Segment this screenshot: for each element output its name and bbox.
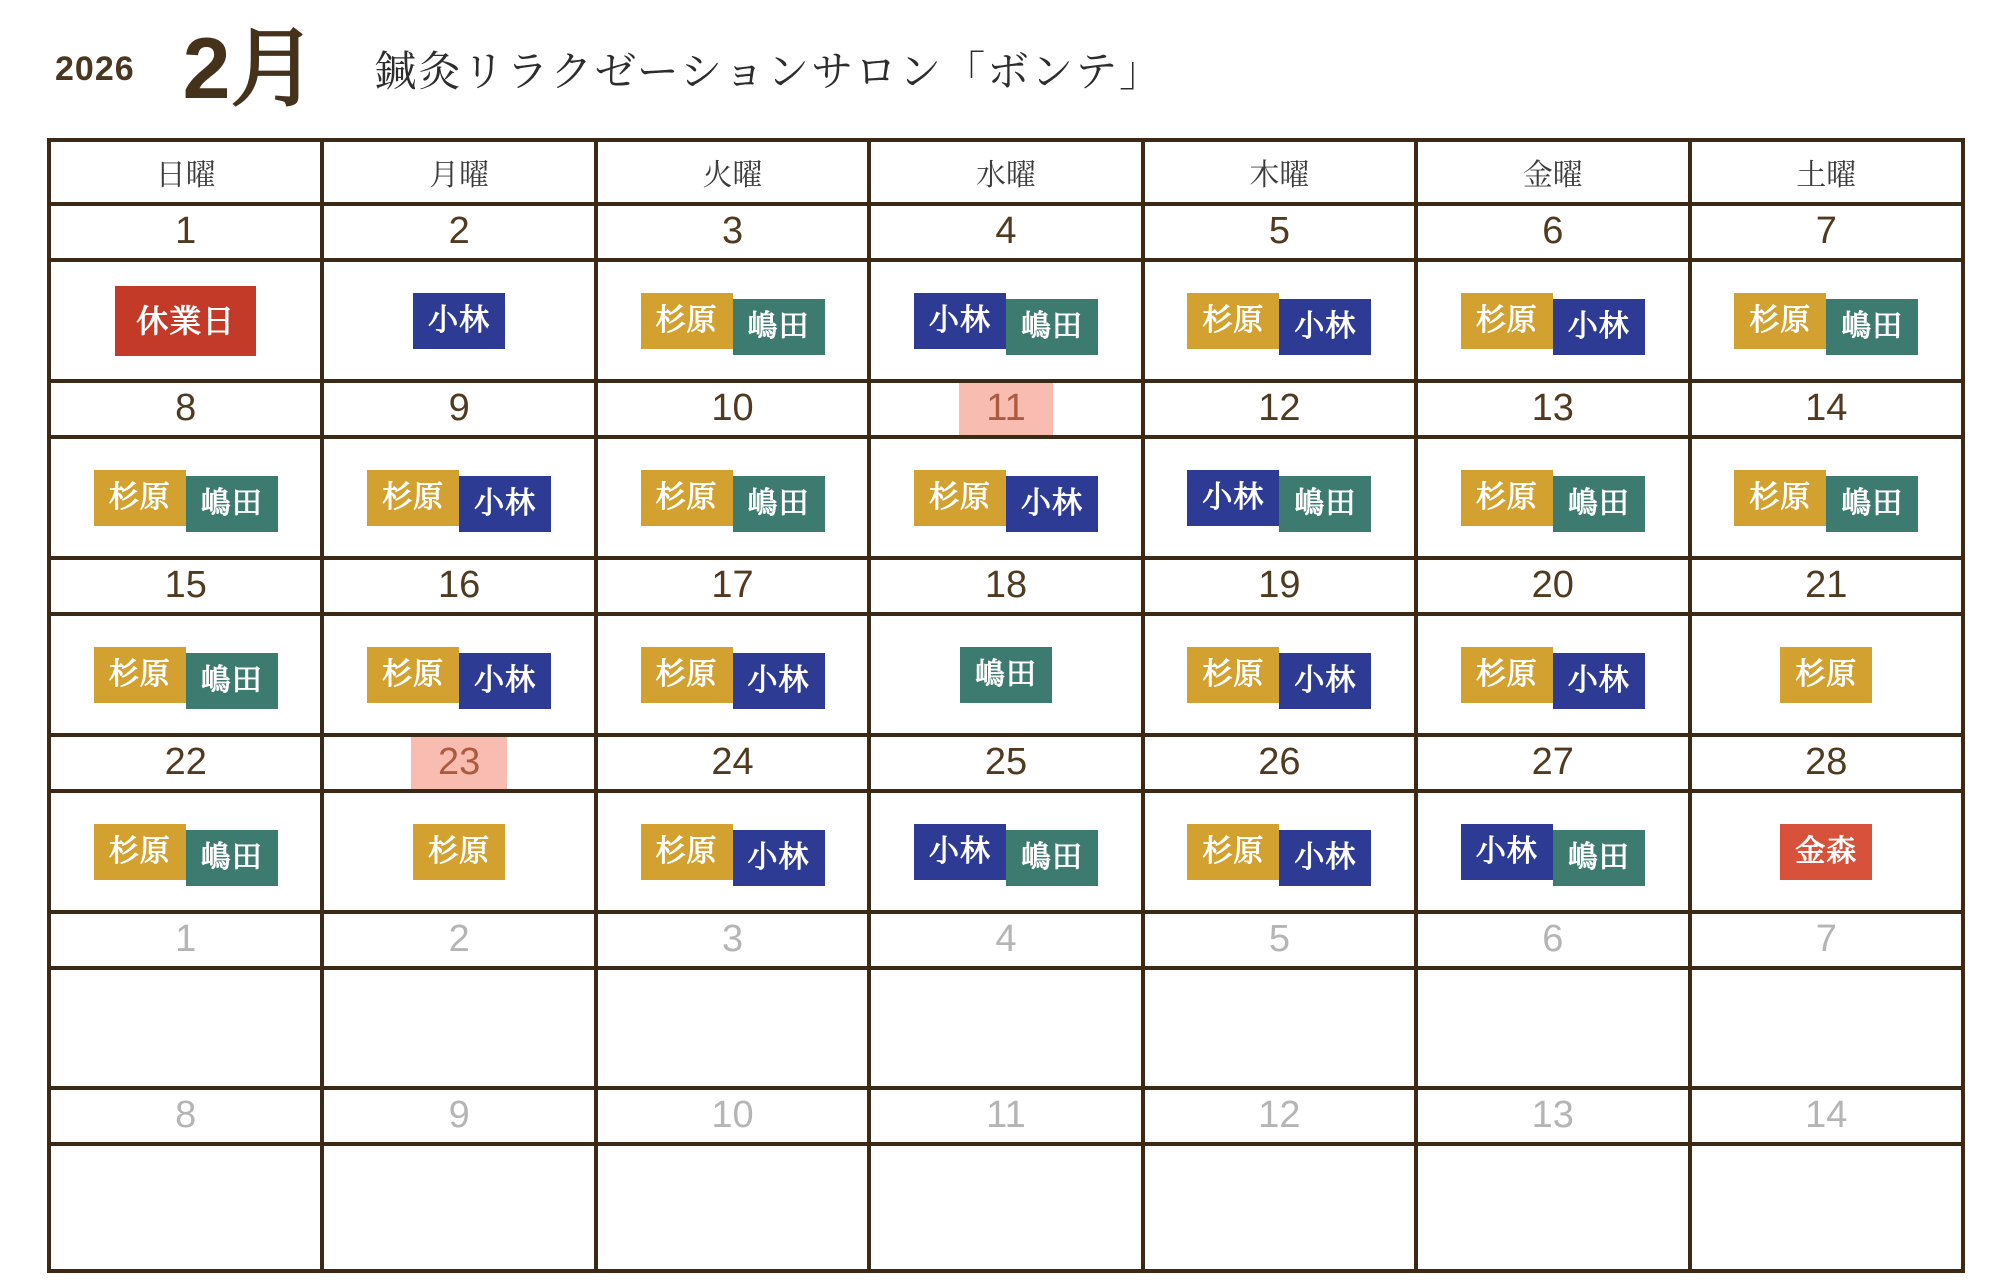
staff-badge-shimada: 嶋田	[1826, 299, 1918, 355]
date-number: 10	[711, 387, 754, 430]
staff-badge-kobayashi: 小林	[1006, 476, 1098, 532]
staff-badge-kobayashi: 小林	[1461, 824, 1553, 880]
staff-badge-sugihara: 杉原	[1187, 647, 1279, 703]
schedule-cell	[1690, 437, 1963, 558]
schedule-cell	[1416, 260, 1689, 381]
staff-badge-sugihara: 杉原	[1461, 293, 1553, 349]
date-number: 26	[1258, 741, 1301, 784]
staff-badge-kobayashi: 小林	[1279, 299, 1371, 355]
next-month-date-number: 8	[175, 1094, 197, 1137]
staff-badge-kobayashi: 小林	[733, 830, 825, 886]
next-month-date-number: 6	[1542, 918, 1564, 961]
weekday-header-4: 木曜	[1143, 140, 1416, 204]
staff-badge-kobayashi: 小林	[1553, 653, 1645, 709]
schedule-cell	[596, 437, 869, 558]
schedule-cell	[322, 791, 595, 912]
date-number: 21	[1805, 564, 1848, 607]
staff-badge-shimada: 嶋田	[733, 476, 825, 532]
date-cell	[322, 1088, 595, 1144]
year-label: 2026	[55, 49, 135, 88]
date-cell	[596, 912, 869, 968]
date-cell	[322, 735, 595, 791]
schedule-cell	[596, 260, 869, 381]
holiday-date-number: 23	[411, 737, 507, 789]
date-cell	[49, 381, 322, 437]
schedule-cell	[1690, 968, 1963, 1088]
date-cell	[322, 204, 595, 260]
staff-badge-shimada: 嶋田	[1006, 830, 1098, 886]
calendar-header	[0, 0, 2012, 138]
staff-badge-sugihara: 杉原	[641, 824, 733, 880]
staff-badge-kanamori: 金森	[1780, 824, 1872, 880]
date-cell	[1690, 735, 1963, 791]
schedule-cell	[322, 437, 595, 558]
staff-badge-shimada: 嶋田	[1826, 476, 1918, 532]
date-number: 14	[1805, 387, 1848, 430]
date-number: 17	[711, 564, 754, 607]
schedule-cell	[596, 968, 869, 1088]
date-cell	[322, 912, 595, 968]
date-cell	[1143, 381, 1416, 437]
salon-name: 鍼灸リラクゼーションサロン「ボンテ」	[374, 48, 1164, 95]
next-month-date-number: 10	[711, 1094, 754, 1137]
date-cell	[49, 558, 322, 614]
weekday-header-3: 水曜	[869, 140, 1142, 204]
schedule-cell	[322, 968, 595, 1088]
date-cell	[1143, 735, 1416, 791]
holiday-date-number: 11	[959, 383, 1052, 435]
schedule-cell	[322, 1144, 595, 1271]
schedule-cell	[1416, 791, 1689, 912]
schedule-cell	[49, 791, 322, 912]
schedule-cell	[596, 791, 869, 912]
date-cell	[1416, 558, 1689, 614]
date-cell	[869, 558, 1142, 614]
date-cell	[1690, 558, 1963, 614]
date-number: 25	[984, 741, 1028, 784]
next-month-date-number: 9	[448, 1094, 470, 1137]
staff-badge-sugihara: 杉原	[641, 293, 733, 349]
date-number: 15	[164, 564, 207, 607]
date-cell	[1143, 912, 1416, 968]
schedule-cell	[596, 1144, 869, 1271]
schedule-cell	[1690, 614, 1963, 735]
month-label: 2月	[182, 21, 317, 117]
date-number: 13	[1531, 387, 1574, 430]
date-number: 16	[437, 564, 481, 607]
next-month-date-number: 1	[175, 918, 197, 961]
weekday-header-0: 日曜	[49, 140, 322, 204]
staff-badge-kobayashi: 小林	[459, 653, 551, 709]
schedule-cell	[1143, 260, 1416, 381]
date-number: 24	[711, 741, 754, 784]
date-cell	[1690, 381, 1963, 437]
staff-badge-sugihara: 杉原	[641, 470, 733, 526]
schedule-cell	[869, 260, 1142, 381]
schedule-cell	[1143, 791, 1416, 912]
next-month-date-number: 7	[1815, 918, 1837, 961]
staff-badge-sugihara: 杉原	[94, 647, 186, 703]
staff-badge-kobayashi: 小林	[914, 824, 1006, 880]
date-number: 19	[1258, 564, 1301, 607]
staff-badge-shimada: 嶋田	[186, 830, 278, 886]
date-cell	[869, 735, 1142, 791]
date-number: 7	[1815, 210, 1837, 253]
staff-badge-sugihara: 杉原	[94, 470, 186, 526]
schedule-cell	[869, 791, 1142, 912]
staff-badge-shimada: 嶋田	[186, 476, 278, 532]
date-cell	[1690, 912, 1963, 968]
date-number: 1	[175, 210, 197, 253]
weekday-header-6: 土曜	[1690, 140, 1963, 204]
date-cell	[49, 912, 322, 968]
date-cell	[1690, 1088, 1963, 1144]
next-month-date-number: 14	[1805, 1094, 1848, 1137]
staff-badge-shimada: 嶋田	[1553, 476, 1645, 532]
schedule-cell	[1416, 614, 1689, 735]
date-cell	[322, 558, 595, 614]
staff-badge-shimada: 嶋田	[960, 647, 1052, 703]
schedule-cell	[1416, 1144, 1689, 1271]
date-cell	[869, 204, 1142, 260]
schedule-cell	[1690, 791, 1963, 912]
staff-badge-kobayashi: 小林	[733, 653, 825, 709]
staff-badge-kobayashi: 小林	[914, 293, 1006, 349]
next-month-date-number: 5	[1268, 918, 1290, 961]
schedule-cell	[322, 260, 595, 381]
staff-badge-sugihara: 杉原	[1461, 470, 1553, 526]
date-number: 20	[1531, 564, 1574, 607]
schedule-calendar	[47, 138, 1965, 1273]
weekday-header-2: 火曜	[596, 140, 869, 204]
staff-badge-sugihara: 杉原	[413, 824, 505, 880]
date-number: 3	[721, 210, 744, 253]
date-cell	[1690, 204, 1963, 260]
schedule-cell	[1416, 437, 1689, 558]
date-cell	[49, 204, 322, 260]
schedule-cell	[869, 968, 1142, 1088]
schedule-cell	[1143, 614, 1416, 735]
staff-badge-sugihara: 杉原	[94, 824, 186, 880]
date-cell	[1416, 381, 1689, 437]
schedule-cell	[49, 260, 322, 381]
date-cell	[596, 558, 869, 614]
weekday-header-5: 金曜	[1416, 140, 1689, 204]
staff-badge-kobayashi: 小林	[1279, 653, 1371, 709]
date-number: 27	[1531, 741, 1574, 784]
staff-badge-kobayashi: 小林	[1279, 830, 1371, 886]
staff-badge-sugihara: 杉原	[367, 647, 459, 703]
staff-badge-kobayashi: 小林	[1187, 470, 1279, 526]
staff-badge-sugihara: 杉原	[1187, 293, 1279, 349]
date-cell	[596, 735, 869, 791]
date-cell	[869, 381, 1142, 437]
date-cell	[596, 381, 869, 437]
schedule-cell	[1143, 1144, 1416, 1271]
staff-badge-sugihara: 杉原	[367, 470, 459, 526]
date-cell	[1416, 204, 1689, 260]
staff-badge-sugihara: 杉原	[641, 647, 733, 703]
staff-badge-sugihara: 杉原	[1734, 470, 1826, 526]
date-cell	[1416, 1088, 1689, 1144]
schedule-cell	[869, 614, 1142, 735]
date-number: 5	[1268, 210, 1290, 253]
date-number: 9	[448, 387, 470, 430]
schedule-cell	[596, 614, 869, 735]
date-cell	[1416, 912, 1689, 968]
date-cell	[596, 204, 869, 260]
schedule-cell	[1416, 968, 1689, 1088]
date-cell	[869, 1088, 1142, 1144]
date-cell	[1416, 735, 1689, 791]
date-number: 2	[448, 210, 470, 253]
date-number: 4	[995, 210, 1017, 253]
date-number: 6	[1542, 210, 1564, 253]
date-cell	[322, 381, 595, 437]
date-number: 28	[1805, 741, 1848, 784]
date-cell	[49, 1088, 322, 1144]
next-month-date-number: 2	[448, 918, 470, 961]
staff-badge-sugihara: 杉原	[1734, 293, 1826, 349]
next-month-date-number: 13	[1531, 1094, 1574, 1137]
date-number: 18	[984, 564, 1028, 607]
schedule-cell	[49, 968, 322, 1088]
schedule-cell	[1690, 260, 1963, 381]
date-number: 12	[1258, 387, 1301, 430]
staff-badge-sugihara: 杉原	[1780, 647, 1872, 703]
staff-badge-shimada: 嶋田	[1553, 830, 1645, 886]
date-number: 8	[175, 387, 197, 430]
staff-badge-shimada: 嶋田	[1006, 299, 1098, 355]
schedule-cell	[49, 1144, 322, 1271]
schedule-cell	[49, 614, 322, 735]
schedule-cell	[1143, 968, 1416, 1088]
next-month-date-number: 11	[986, 1094, 1026, 1137]
date-cell	[596, 1088, 869, 1144]
staff-badge-sugihara: 杉原	[914, 470, 1006, 526]
schedule-cell	[49, 437, 322, 558]
staff-badge-shimada: 嶋田	[186, 653, 278, 709]
date-number: 22	[164, 741, 207, 784]
date-cell	[1143, 558, 1416, 614]
schedule-cell	[1143, 437, 1416, 558]
date-cell	[1143, 204, 1416, 260]
date-cell	[869, 912, 1142, 968]
schedule-cell	[869, 1144, 1142, 1271]
staff-badge-kobayashi: 小林	[1553, 299, 1645, 355]
schedule-cell	[322, 614, 595, 735]
weekday-header-1: 月曜	[322, 140, 595, 204]
date-cell	[49, 735, 322, 791]
staff-badge-kobayashi: 小林	[413, 293, 505, 349]
next-month-date-number: 4	[995, 918, 1017, 961]
next-month-date-number: 12	[1258, 1094, 1301, 1137]
staff-badge-kobayashi: 小林	[459, 476, 551, 532]
staff-badge-shimada: 嶋田	[1279, 476, 1371, 532]
schedule-cell	[1690, 1144, 1963, 1271]
staff-badge-sugihara: 杉原	[1187, 824, 1279, 880]
schedule-cell	[869, 437, 1142, 558]
staff-badge-shimada: 嶋田	[733, 299, 825, 355]
next-month-date-number: 3	[721, 918, 744, 961]
date-cell	[1143, 1088, 1416, 1144]
staff-badge-sugihara: 杉原	[1461, 647, 1553, 703]
staff-badge-closed: 休業日	[115, 286, 256, 356]
